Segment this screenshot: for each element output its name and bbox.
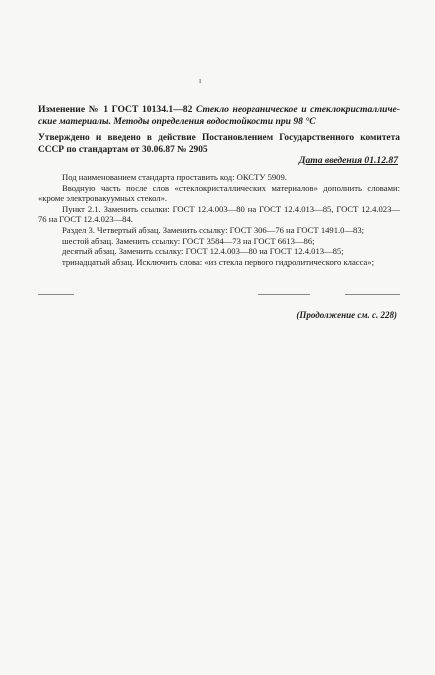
page-mark: ı (199, 76, 202, 85)
paragraph: Раздел 3. Четвертый абзац. Заменить ссылку: ГОСТ 306—76 на ГОСТ 1491.0—83; (62, 224, 365, 235)
paragraph: десятый абзац. Заменить ссылку: ГОСТ 12.4.003—80 на ГОСТ 12.4.013—85; (62, 246, 344, 257)
amendment-body (38, 172, 400, 267)
separator-rule (258, 294, 310, 295)
paragraph: шестой абзац. Заменить ссылку: ГОСТ 3584—73 на ГОСТ 6613—86; (62, 235, 315, 246)
approval-statement: Утверждено и введено в действие Постановлением Государственного комитета СССР по стандартам от 30.06.87 № 2905 (38, 133, 400, 155)
separator-rule (38, 294, 74, 295)
paragraph: Пункт 2.1. Заменить ссылки: ГОСТ 12.4.003—80 на ГОСТ 12.4.013—85, ГОСТ 12.4.023—76 на ГОСТ 12.4.023—84. (38, 203, 400, 225)
amendment-heading (38, 104, 400, 128)
standard-title: Стекло неорганическое и стеклокристаллические материалы. Методы определения водостойкости при 98 °C (38, 104, 400, 127)
effective-date: Дата введения 01.12.87 (298, 155, 398, 166)
paragraph: Под наименованием стандарта проставить код: ОКСТУ 5909. (62, 172, 287, 182)
separator-rule (345, 294, 400, 295)
continuation-note: (Продолжение см. с. 228) (296, 310, 397, 320)
amendment-title: Изменение № 1 ГОСТ 10134.1—82 (38, 104, 197, 115)
paragraph: Вводную часть после слов «стеклокристаллических материалов» дополнить словами: «кроме электровакуумных стекол». (38, 182, 400, 204)
paragraph: тринадцатый абзац. Исключить слова: «из стекла первого гидролитического класса»; (62, 256, 375, 267)
